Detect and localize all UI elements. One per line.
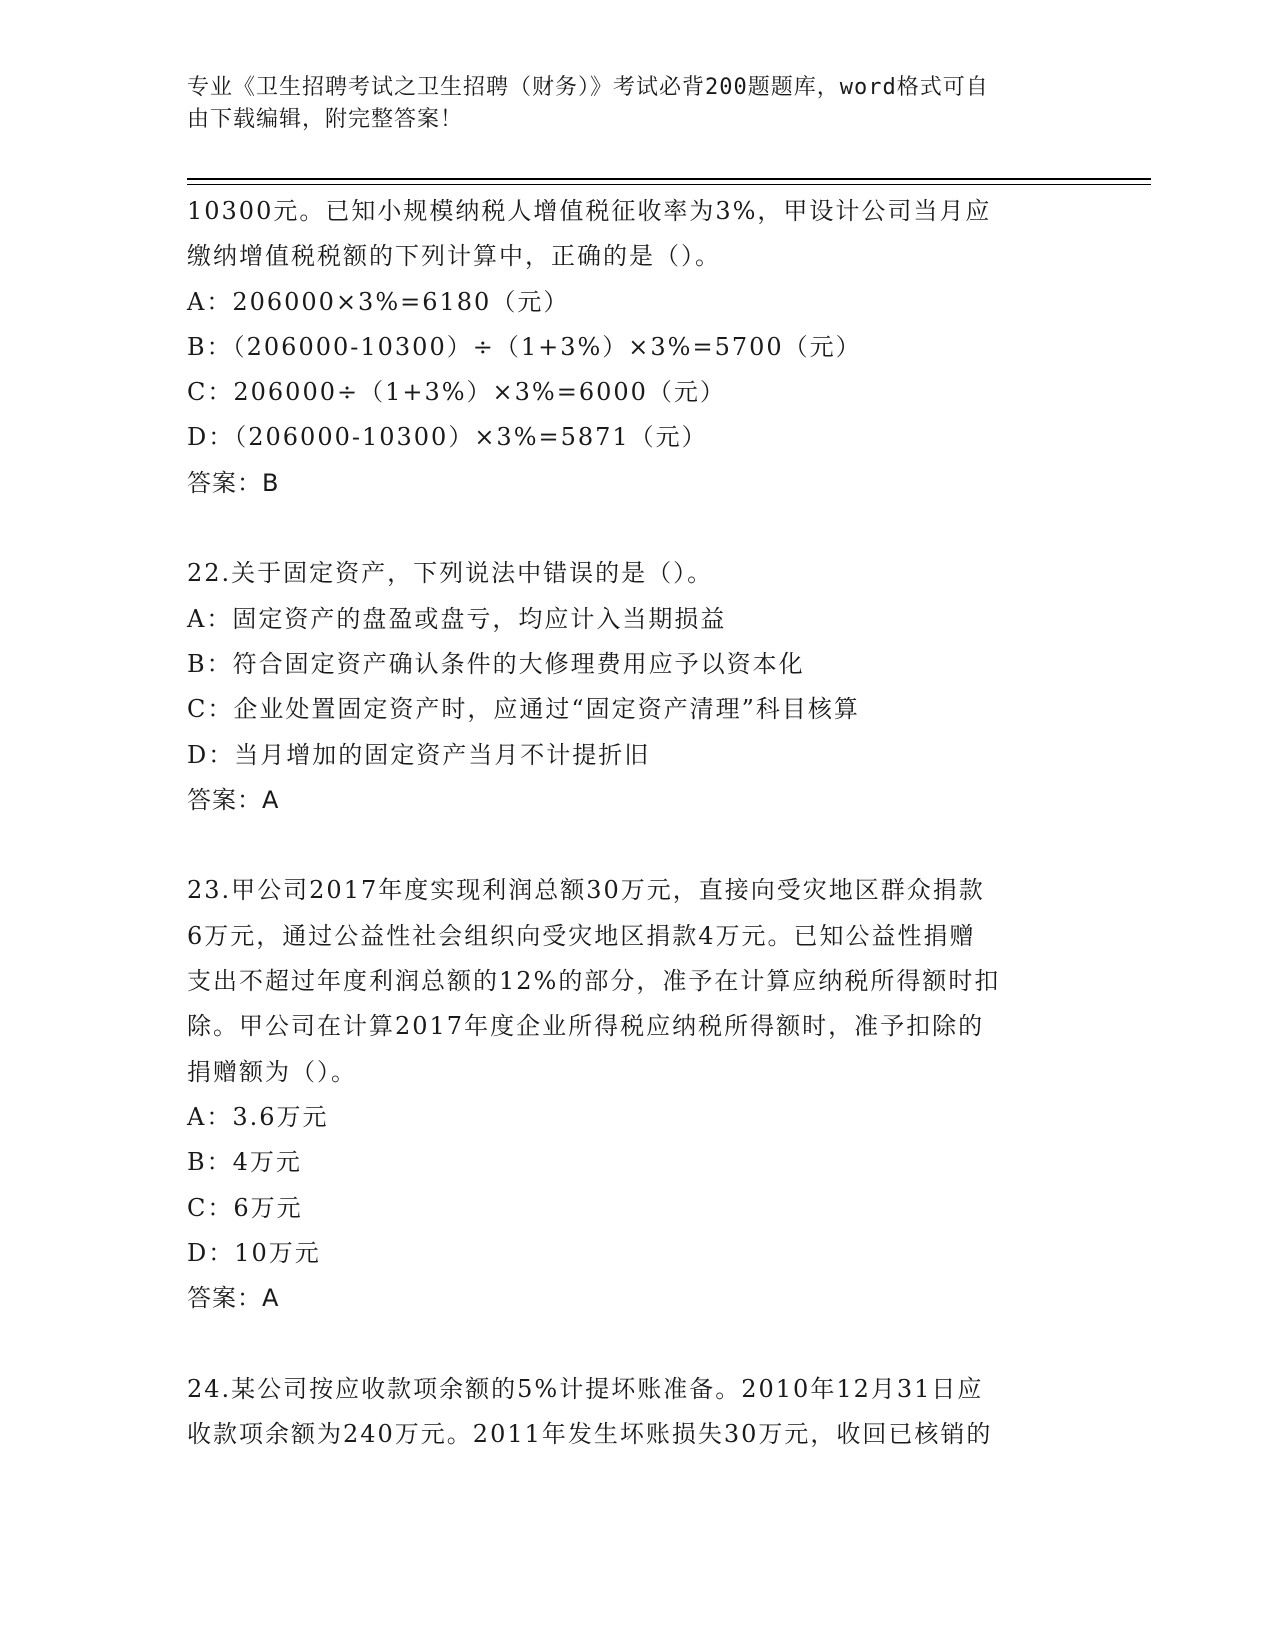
question-22 — [187, 551, 1087, 823]
option-b: B：符合固定资产确认条件的大修理费用应予以资本化 — [187, 649, 805, 678]
question-stem-line: 23.甲公司2017年度实现利润总额30万元，直接向受灾地区群众捐款 — [187, 876, 985, 905]
header-divider-thick — [187, 178, 1151, 180]
option-d: D：10万元 — [187, 1238, 321, 1267]
document-header — [187, 72, 1067, 136]
option-a: A：3.6万元 — [187, 1102, 329, 1131]
question-stem: 22.关于固定资产，下列说法中错误的是（）。 — [187, 559, 714, 588]
option-c: C：6万元 — [187, 1193, 303, 1222]
question-text-line: 缴纳增值税税额的下列计算中，正确的是（）。 — [187, 242, 721, 271]
spacer — [187, 506, 1087, 551]
option-d: D：当月增加的固定资产当月不计提折旧 — [187, 740, 651, 769]
option-a: A：固定资产的盘盈或盘亏，均应计入当期损益 — [187, 604, 727, 633]
question-text-line: 10300元。已知小规模纳税人增值税征收率为3%，甲设计公司当月应 — [187, 197, 992, 225]
question-stem-line: 除。甲公司在计算2017年度企业所得税应纳税所得额时，准予扣除的 — [187, 1012, 985, 1041]
option-c: C：206000÷（1+3%）×3%=6000（元） — [187, 378, 726, 407]
header-line-2: 由下载编辑，附完整答案！ — [187, 107, 464, 132]
option-b: B：4万元 — [187, 1148, 302, 1177]
option-d: D：（206000-10300）×3%=5871（元） — [187, 423, 708, 452]
question-23 — [187, 868, 1087, 1321]
spacer — [187, 823, 1087, 868]
option-b: B：（206000-10300）÷（1+3%）×3%=5700（元） — [187, 332, 862, 361]
answer-line: 答案：A — [187, 1284, 280, 1313]
question-content — [187, 189, 1087, 1457]
question-stem-line: 24.某公司按应收款项余额的5%计提坏账准备。2010年12月31日应 — [187, 1374, 984, 1403]
option-c: C：企业处置固定资产时，应通过“固定资产清理”科目核算 — [187, 695, 860, 724]
answer-line: 答案：B — [187, 468, 280, 497]
answer-line: 答案：A — [187, 785, 280, 814]
question-stem-line: 收款项余额为240万元。2011年发生坏账损失30万元，收回已核销的 — [187, 1420, 993, 1449]
header-divider-thin — [187, 184, 1151, 185]
header-line-1: 专业《卫生招聘考试之卫生招聘（财务）》考试必背200题题库，word格式可自 — [187, 75, 989, 100]
spacer — [187, 1321, 1087, 1366]
question-stem-line: 6万元，通过公益性社会组织向受灾地区捐款4万元。已知公益性捐赠 — [187, 921, 976, 950]
question-stem-line: 捐赠额为（）。 — [187, 1057, 357, 1086]
question-21-continuation — [187, 189, 1087, 506]
option-a: A：206000×3%=6180（元） — [187, 287, 570, 316]
question-stem-line: 支出不超过年度利润总额的12%的部分，准予在计算应纳税所得额时扣 — [187, 967, 1001, 996]
question-24 — [187, 1367, 1087, 1458]
